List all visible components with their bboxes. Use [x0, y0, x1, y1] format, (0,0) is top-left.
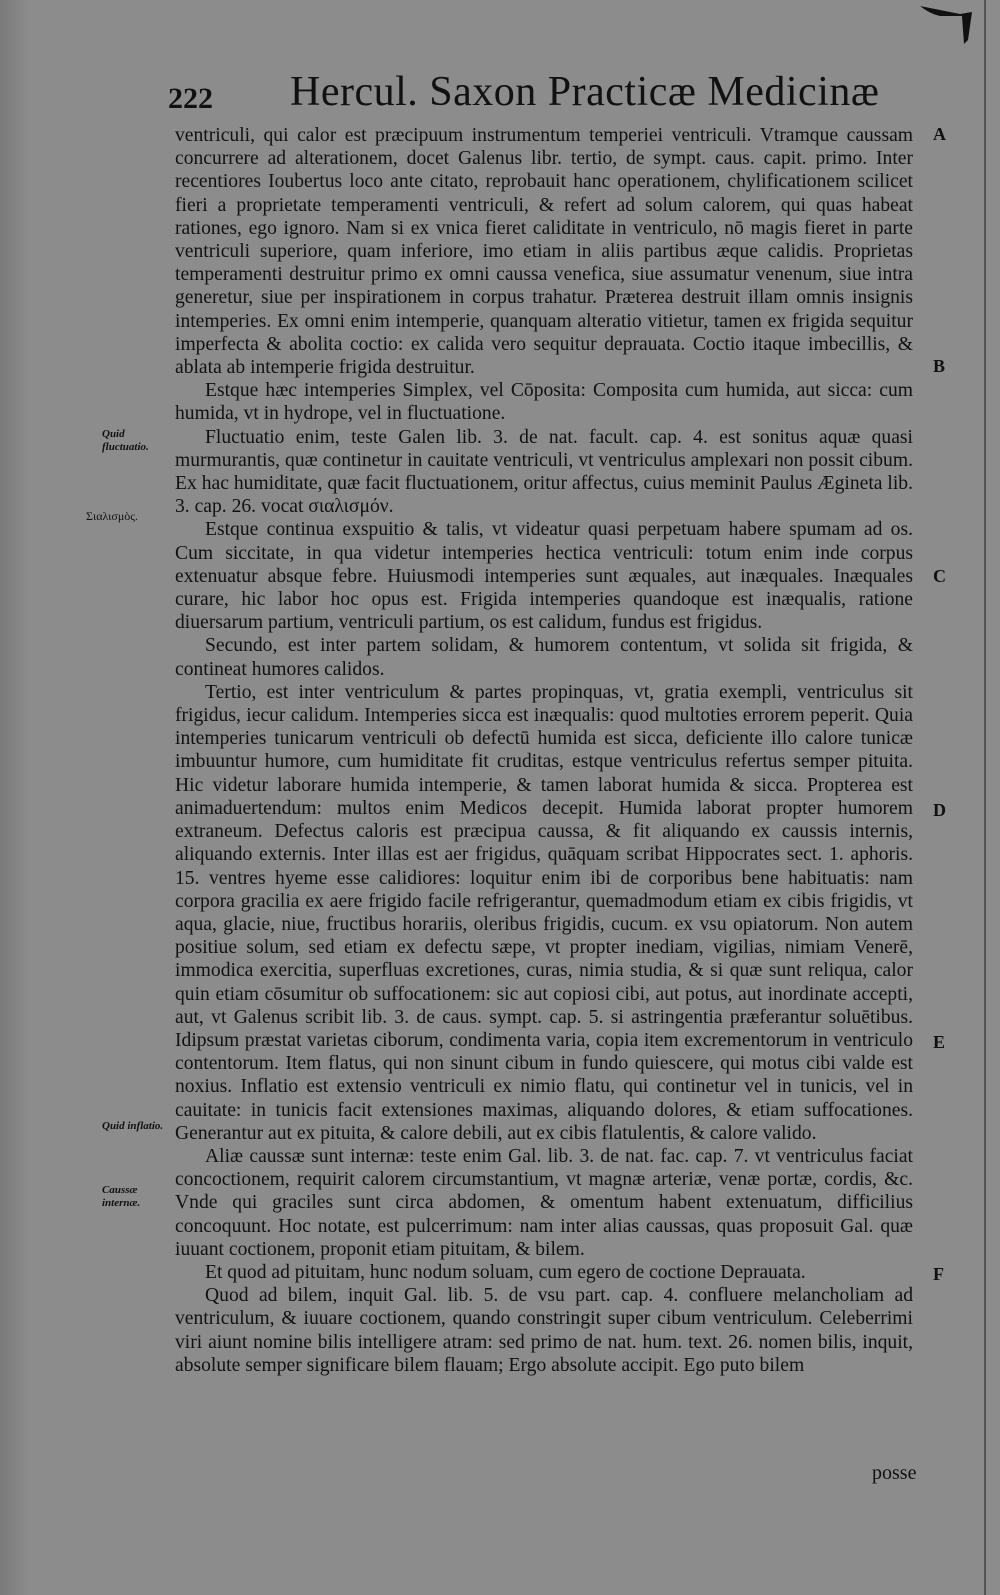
- margin-note-inflatio: Quid inflatio.: [102, 1120, 164, 1132]
- paragraph-1: ventriculi, qui calor est præcipuum instrumentum temperiei ventriculi. Vtramque caussam concurrere ad alterationem, docet Galenus libr. tertio, de sympt. caus. capit. primo. Inter recentiores Ioubertus loco ante citato, reprobauit hanc operationem, chylificationem scilicet fieri a proprietate temperamenti ventriculi, & refert ad solum calorem, qui quas habeat rationes, ego ignoro. Nam si ex vnica fieret caliditate in ventriculo, nō magis fieret in parte ventriculi superiore, quam inferiore, imo etiam in aliis partibus æque calidis. Proprietas temperamenti destruitur primo ex omni caussa venefica, siue assumatur venenum, siue intra generetur, siue per inspirationem in corpus trahatur. Præterea destruit illam omnis insignis intemperies. Ex omni enim intemperie, quanquam alteratio vitietur, tamen ex frigida sequitur imperfecta & abolita coctio: ex calida vero sequitur deprauata. Coctio itaque imbecillis, & ablata ab intemperie frigida destruitur.: [175, 125, 913, 379]
- margin-note-fluctuatio: Quid fluctuatio.: [102, 428, 149, 453]
- paragraph-3: Fluctuatio enim, teste Galen lib. 3. de nat. facult. cap. 4. est sonitus aquæ quasi murmurantis, quæ continetur in cauitate ventriculi, vt ventriculus amplexari non possit cibum. Ex hac humiditate, quæ facit fluctuationem, oritur affectus, cuius meminit Paulus Ægineta lib. 3. cap. 26. vocat σιαλισμόν.: [175, 426, 913, 518]
- paragraph-4: Estque continua exspuitio & talis, vt videatur quasi perpetuam habere spumam ad os. Cum siccitate, in qua videtur intemperies hectica ventriculi: totum enim inde corpus extenuatur absque febre. Huiusmodi intemperies sunt æquales, aut inæquales. Inæquales curare, hic labor hoc opus est. Frigida intemperies quandoque est inæqualis, ratione diuersarum partium, ventriculi partium, os est calidum, fundus est frigidus.: [175, 519, 913, 634]
- section-letter-f: F: [933, 1264, 944, 1284]
- paragraph-2: Estque hæc intemperies Simplex, vel Cōposita: Composita cum humida, aut sicca: cum humida, vt in hydrope, vel in fluctuatione.: [175, 380, 913, 425]
- catchword: posse: [872, 1462, 917, 1484]
- paragraph-8: Et quod ad pituitam, hunc nodum soluam, cum egero de coctione Deprauata.: [205, 1261, 806, 1283]
- section-letter-e: E: [933, 1032, 946, 1052]
- page-right-edge: [984, 0, 986, 1595]
- page-left-edge: [0, 0, 30, 1595]
- paragraph-9: Quod ad bilem, inquit Gal. lib. 5. de vsu part. cap. 4. confluere melancholiam ad ventriculum, & iuuare coctionem, quando constringit super cibum ventriculum. Celeberrimi viri aiunt nomine bilis intelligere atram: sed primo de nat. hum. text. 26. nomen bilis, inquit, absolute semper significare bilem flauam; Ergo absolute accipit. Ego puto bilem: [175, 1285, 913, 1376]
- page-header: [0, 68, 1000, 128]
- body-text: [175, 124, 913, 1377]
- paragraph-7: Aliæ caussæ sunt internæ: teste enim Gal. lib. 3. de nat. fac. cap. 7. vt ventriculus faciat concoctionem, requirit calorem circumstantium, vt magnæ arteriæ, venæ portæ, cordis, &c. Vnde qui graciles sunt circa abdomen, & omentum habent extenuatum, difficilius concoquunt. Hoc notate, est pulcerrimum: nam inter alias caussas, quas proposuit Gal. quæ iuuant coctionem, proponit etiam pituitam, & bilem.: [175, 1145, 913, 1260]
- paragraph-6: Tertio, est inter ventriculum & partes propinquas, vt, gratia exempli, ventriculus sit frigidus, iecur calidum. Intemperies sicca est inæqualis: quod multoties errorem peperit. Quia intemperies tunicarum ventriculi ob defectū humida est sicca, deficiente illo calore tunicæ imbuuntur humore, cum humiditate fit cruditas, estque ventriculus refertus semper pituita. Hic videtur laborare humida intemperie, & tamen laborat humida & sicca. Propterea est animaduertendum: multos enim Medicos decepit. Humida laborat propter humorem extraneum. Defectus caloris est præcipua caussa, & fit aliquando ex caussis internis, aliquando externis. Inter illas est aer frigidus, quāquam scribat Hippocrates sect. 1. aphoris. 15. ventres hyeme esse calidiores: loquitur enim ibi de corporibus bene habituatis: nam corpora gracilia ex aere frigido facile refrigerantur, quemadmodum etiam ex cibis frigidis, vt aqua, glacie, niue, fructibus horariis, oleribus frigidis, cucum. ex vsu opiatorum. Non autem positiue solum, sed etiam ex defectu sæpe, vt propter inediam, vigilias, nimiam Venerē, immodica exercitia, superfluas excretiones, curas, nimia studia, & si quæ sunt reliqua, calor quin etiam cōsumitur ob suffocationem: sic aut copiosi cibi, aut potus, aut inordinate accepti, aut, vt Galenus scribit lib. 3. de caus. sympt. cap. 5. si astringentia præferantur soluētibus. Idipsum præstat varietas ciborum, condimenta varia, copia item excrementorum in ventriculo contentorum. Item flatus, qui non sinunt cibum in fundo quiescere, qui motus cibi valde est noxius. Inflatio est extensio ventriculi ex nimio flatu, qui continetur vel in tunicis, vel in cauitate: in tunicis facit extensiones maximas, aliquando dolores, & etiam suffocationes. Generantur aut ex pituita, & calore debili, aut ex cibis flatulentis, & calore valido.: [175, 681, 913, 1144]
- section-letter-c: C: [933, 566, 946, 586]
- corner-ink-mark: [920, 0, 1000, 60]
- section-letter-d: D: [933, 800, 946, 820]
- margin-note-sialismos: Σιαλισμὸς.: [86, 509, 139, 523]
- page-number: 222: [168, 82, 213, 115]
- section-letter-a: A: [933, 124, 946, 144]
- margin-note-caussae-internae: Caussæ internæ.: [102, 1184, 141, 1209]
- running-title: Hercul. Saxon Practicæ Medicinæ: [290, 69, 880, 115]
- paragraph-5: Secundo, est inter partem solidam, & humorem contentum, vt solida sit frigida, & contineat humores calidos.: [175, 635, 913, 680]
- section-letter-b: B: [933, 356, 946, 376]
